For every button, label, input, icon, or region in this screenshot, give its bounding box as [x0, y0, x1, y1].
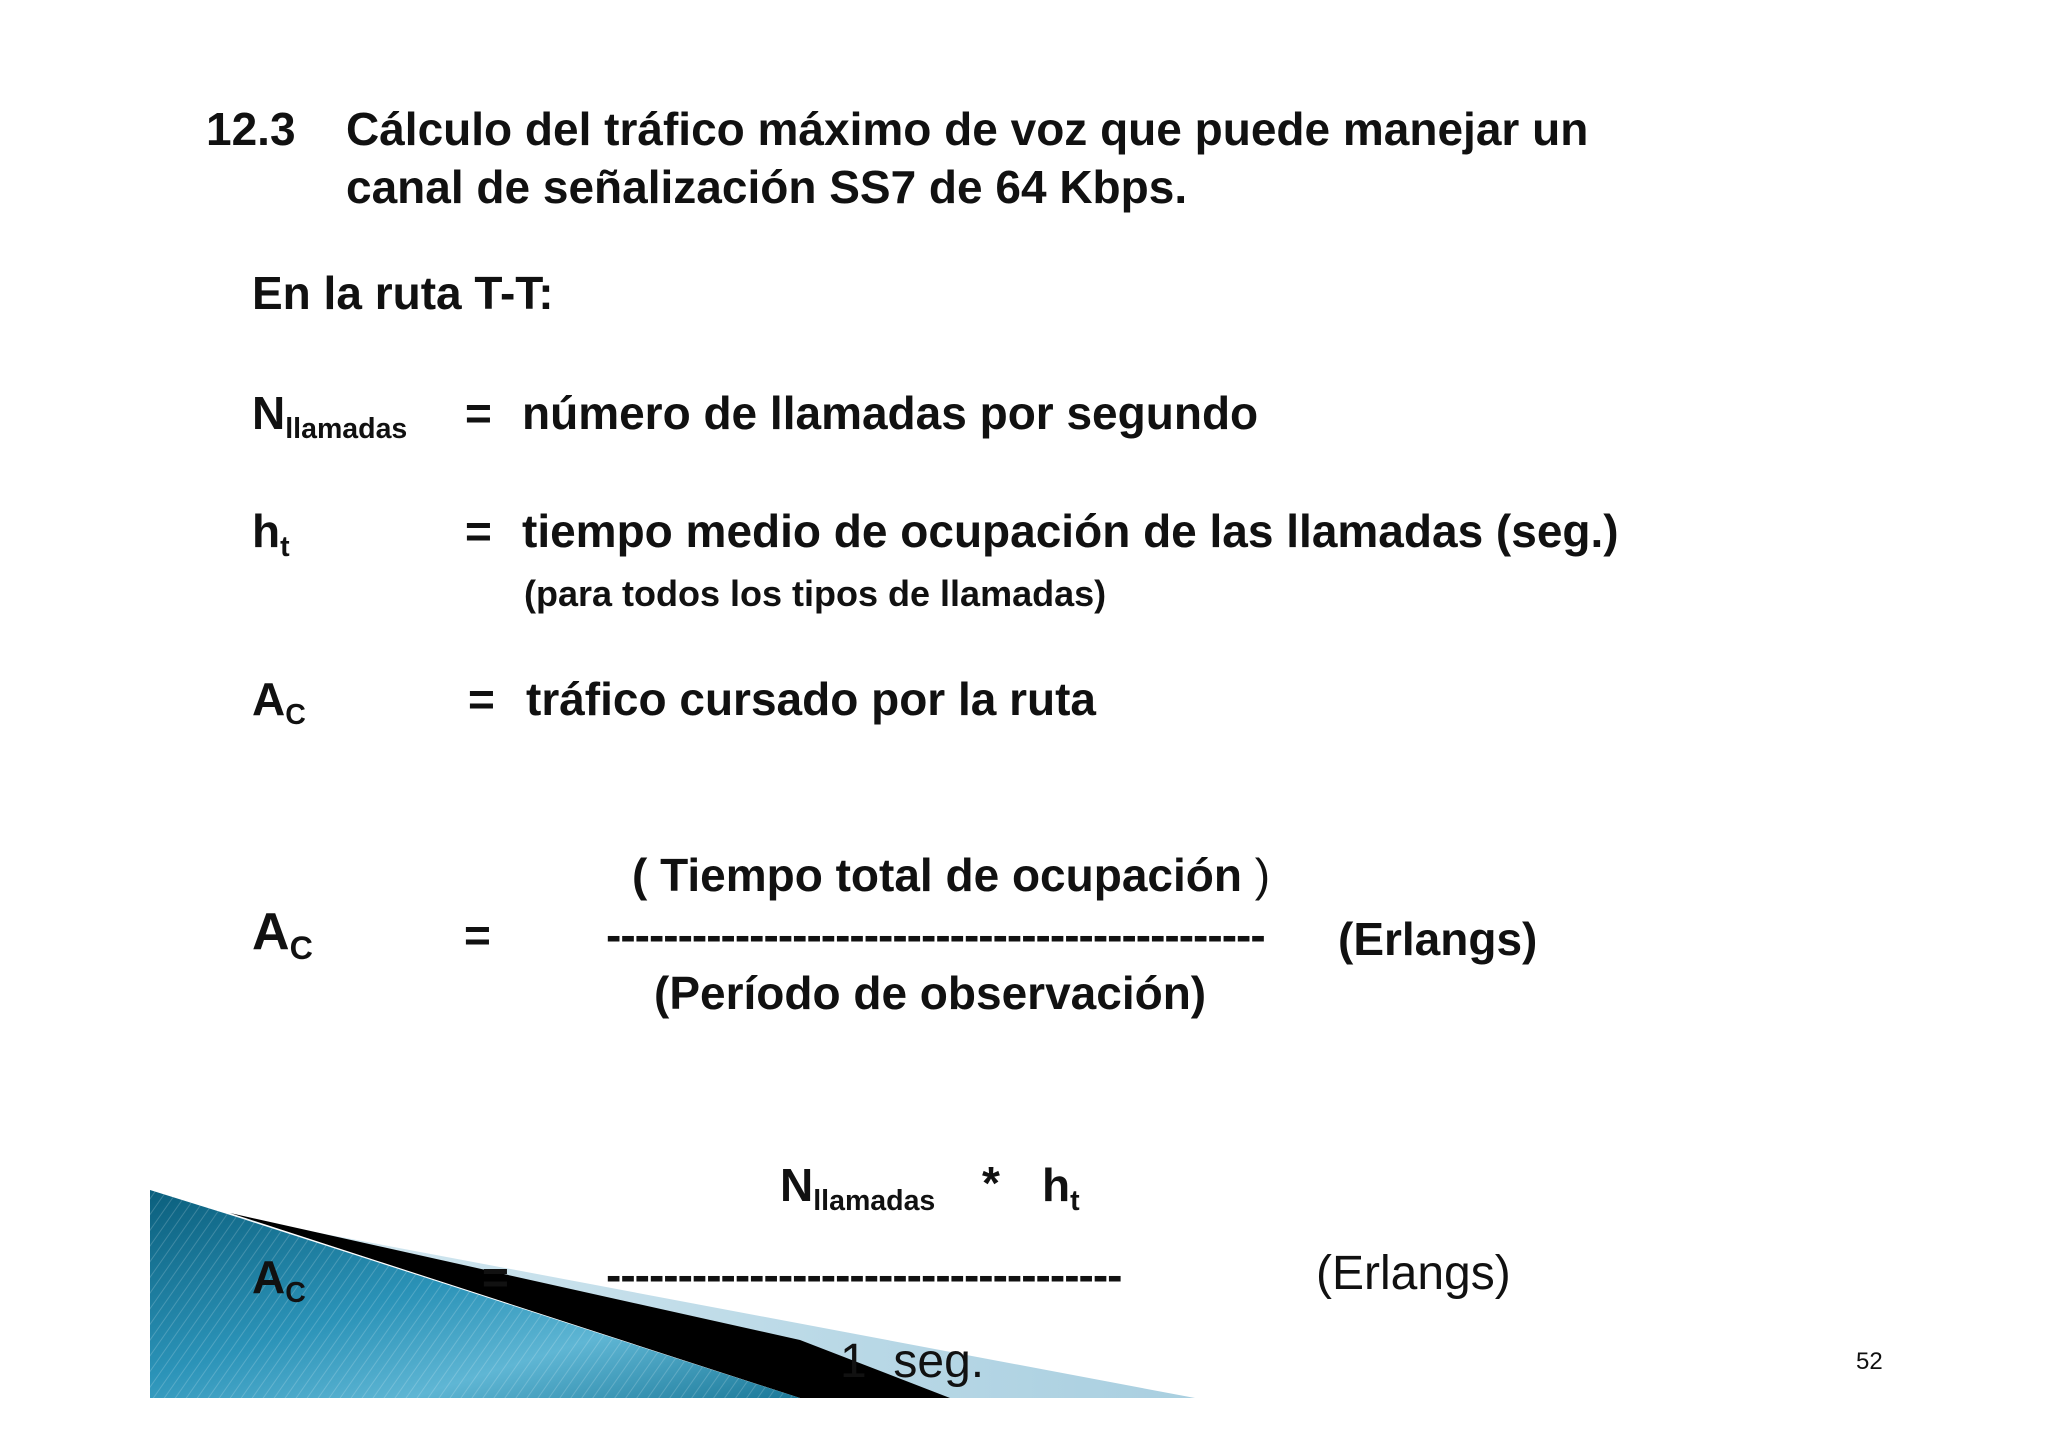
def-n-text: número de llamadas por segundo: [522, 387, 1259, 439]
formula1-unit: (Erlangs): [1338, 913, 1538, 965]
page-number: 52: [1856, 1348, 1883, 1375]
formula2-unit: (Erlangs): [1316, 1247, 1511, 1300]
formula2-num-letter: N: [780, 1159, 814, 1211]
def-ht-subscript: t: [280, 531, 290, 564]
def-ht-letter: h: [252, 505, 281, 557]
formula1-symbol: [252, 903, 313, 967]
formula2-letter: A: [252, 1251, 286, 1303]
def-n-symbol: [252, 387, 408, 446]
formula1-numerator: [632, 849, 1271, 901]
formula2-subscript: C: [285, 1277, 306, 1310]
formula1-equals: =: [464, 909, 491, 961]
route-heading: En la ruta T-T:: [252, 267, 554, 319]
formula1-subscript: C: [289, 930, 313, 967]
formula2-num-subscript: llamadas: [813, 1185, 936, 1218]
def-ac-text: tráfico cursado por la ruta: [526, 673, 1097, 725]
formula2-denominator: 1 seg.: [840, 1335, 985, 1388]
def-ht-text: tiempo medio de ocupación de las llamadas (seg.): [522, 505, 1619, 557]
formula2-symbol: [252, 1251, 306, 1310]
def-n-letter: N: [252, 387, 286, 439]
formula2-numerator: [780, 1159, 936, 1218]
title-line-2: canal de señalización SS7 de 64 Kbps.: [346, 161, 1188, 213]
formula2-equals: =: [482, 1251, 509, 1303]
def-n-equals: =: [465, 387, 492, 439]
formula1-denominator: (Período de observación): [654, 967, 1207, 1019]
section-number: 12.3: [206, 103, 296, 155]
def-ht-symbol: [252, 505, 290, 564]
def-ac-equals: =: [468, 673, 495, 725]
formula2-numerator-2: [1042, 1159, 1080, 1218]
def-ht-equals: =: [465, 505, 492, 557]
formula1-letter: A: [252, 903, 290, 961]
formula2-num2-subscript: t: [1070, 1185, 1080, 1218]
formula1-numerator-main: ( Tiempo total de ocupación: [632, 849, 1242, 901]
formula2-operator: *: [982, 1157, 1000, 1209]
def-ac-letter: A: [252, 673, 286, 725]
def-ac-subscript: C: [285, 699, 306, 732]
title-line-1: Cálculo del tráfico máximo de voz que puede manejar un: [346, 103, 1589, 155]
def-ht-note: (para todos los tipos de llamadas): [524, 573, 1107, 614]
def-n-subscript: llamadas: [285, 413, 408, 446]
formula1-numerator-close: ): [1254, 849, 1271, 901]
formula2-num2-letter: h: [1042, 1159, 1071, 1211]
formula2-fraction-line: ------------------------------------: [606, 1249, 1122, 1301]
formula1-fraction-line: ----------------------------------------------: [606, 909, 1265, 961]
def-ac-symbol: [252, 673, 306, 732]
